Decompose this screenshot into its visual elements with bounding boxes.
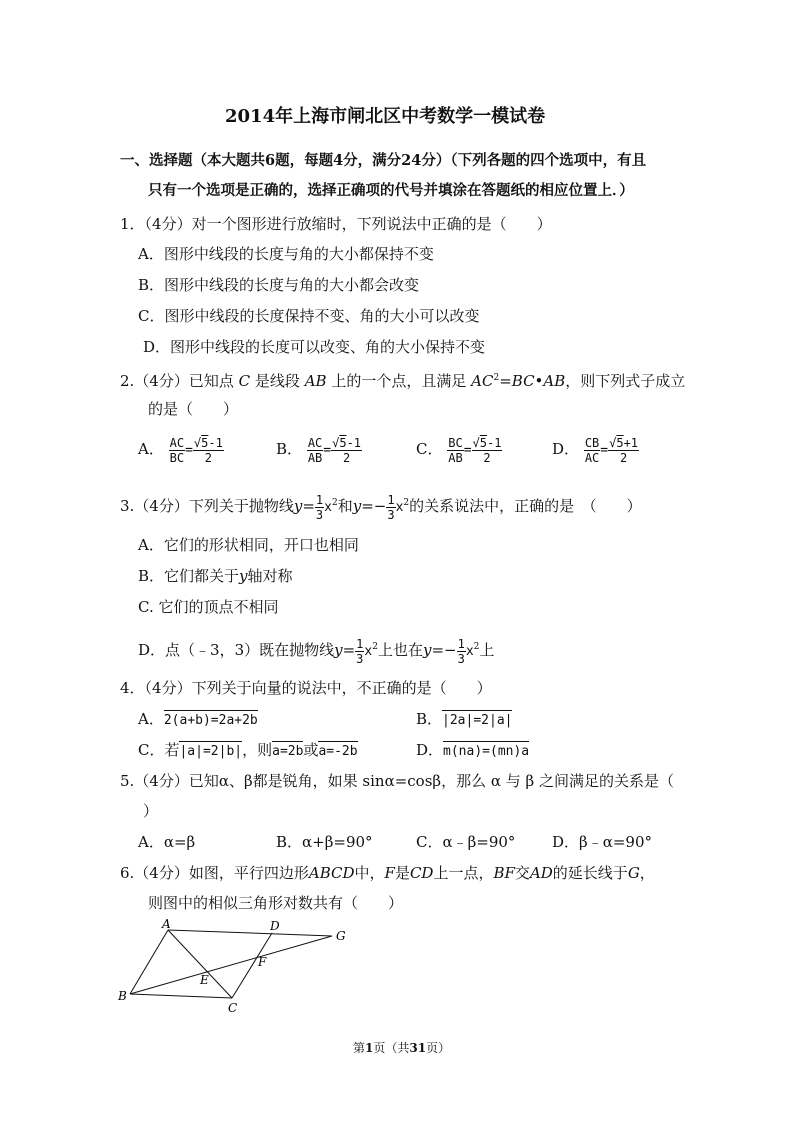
- q1-stem: 1．（4分）对一个图形进行放缩时，下列说法中正确的是（ ）: [120, 215, 552, 233]
- label-D: D: [270, 919, 280, 933]
- q3-option-a: A．它们的形状相同，开口也相同: [138, 536, 359, 554]
- q4-option-b: B．|2a|=2|a|: [416, 709, 512, 731]
- q3-option-d: D．点（﹣3，3）既在抛物线y= $\frac{1}{3}$ $x^2$上也在y=− $\frac{1}{3}$ $x^2$上: [138, 636, 495, 666]
- q3-stem: 3.（4分）下列关于抛物线y= $\frac{1}{3}$ $x^2$和y=− $\frac{1}{3}$ $x^2$的关系说法中，正确的是 （ ）: [120, 492, 642, 522]
- section-heading-line2: 只有一个选项是正确的，选择正确项的代号并填涂在答题纸的相应位置上．）: [148, 182, 634, 199]
- q2-option-b: B． $\frac{AC}{AB}$ = $\frac{√5-1}{2}$: [276, 435, 362, 465]
- q2-option-c: C． $\frac{BC}{AB}$ = $\frac{√5-1}{2}$: [416, 435, 502, 465]
- q6-stem: 6.（4分）如图，平行四边形ABCD中，F是CD上一点，BF交AD的延长线于G，: [120, 864, 655, 882]
- page-title: 2014年上海市闸北区中考数学一模试卷: [225, 106, 546, 127]
- label-A: A: [162, 918, 171, 931]
- q6-stem-line2: 则图中的相似三角形对数共有（ ）: [148, 894, 404, 912]
- q4-option-c: C．若|a|=2|b|，则a=2b或a=-2b: [138, 740, 358, 762]
- q4-option-a: A．2(a+b)=2a+2b: [138, 709, 258, 731]
- q3-option-c: C. 它们的顶点不相同: [138, 598, 279, 616]
- line-BC: [130, 994, 232, 998]
- line-AG: [168, 930, 332, 936]
- q5-option-c: C．α﹣β=90°: [416, 833, 516, 851]
- q5-option-d: D．β﹣α=90°: [552, 833, 652, 851]
- q2-option-a: A． $\frac{AC}{BC}$ = $\frac{√5-1}{2}$: [138, 435, 223, 465]
- label-E: E: [200, 973, 209, 987]
- q4-stem: 4．（4分）下列关于向量的说法中，不正确的是（ ）: [120, 679, 492, 697]
- line-AC: [168, 930, 232, 998]
- q1-option-a: A．图形中线段的长度与角的大小都保持不变: [138, 245, 434, 263]
- label-G: G: [336, 929, 346, 943]
- q2-option-d: D． $\frac{CB}{AC}$ = $\frac{√5+1}{2}$: [552, 435, 639, 465]
- q5-option-a: A．α=β: [138, 833, 196, 851]
- q2-stem-line2: 的是（ ）: [148, 400, 239, 418]
- q1-option-d: D．图形中线段的长度可以改变、角的大小保持不变: [143, 338, 486, 356]
- label-F: F: [258, 955, 267, 969]
- label-C: C: [228, 1001, 238, 1015]
- q5-option-b: B．α+β=90°: [276, 833, 373, 851]
- section-heading-line1: 一、选择题（本大题共6题，每题4分，满分24分）（下列各题的四个选项中，有且: [120, 152, 647, 169]
- q5-stem-line2: ）: [143, 802, 159, 820]
- line-BG: [130, 936, 332, 994]
- label-B: B: [118, 989, 127, 1003]
- q1-option-c: C．图形中线段的长度保持不变、角的大小可以改变: [138, 307, 480, 325]
- q1-option-b: B．图形中线段的长度与角的大小都会改变: [138, 276, 420, 294]
- q3-option-b: B．它们都关于y轴对称: [138, 567, 293, 585]
- q2-stem: 2.（4分）已知点 C 是线段 AB 上的一个点，且满足 $AC^2=BC•AB$，则下列式子成立: [120, 372, 686, 390]
- q5-stem: 5.（4分）已知α、β都是锐角，如果 sinα=cosβ，那么 α 与 β 之间满足的关系是（: [120, 772, 674, 790]
- page-footer: 第1页（共31页）: [353, 1041, 451, 1055]
- parallelogram-figure: [110, 918, 350, 1018]
- q4-option-d: D．m(na)=(mn)a: [416, 740, 529, 762]
